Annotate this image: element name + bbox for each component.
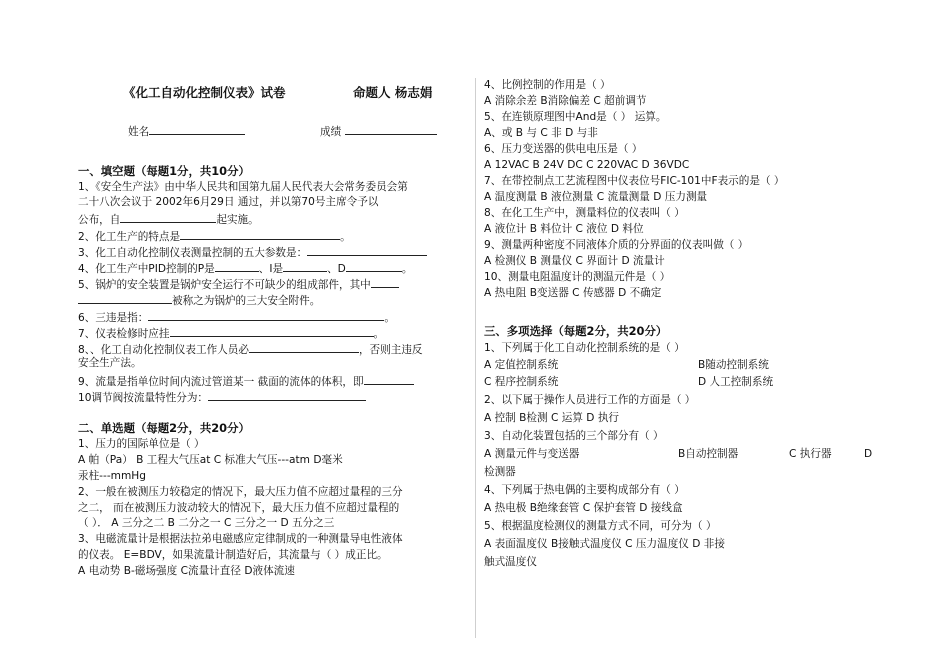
question-options: 触式温度仪 — [484, 556, 537, 568]
question-options: A 液位计 B 料位计 C 液位 D 料位 — [484, 223, 644, 235]
question-options: C 执行器 — [789, 448, 832, 460]
question-options: A 热电阻 B变送器 C 传感器 D 不确定 — [484, 287, 662, 299]
question-options: B自动控制器 — [678, 448, 739, 460]
answer-blank[interactable] — [180, 228, 340, 240]
question-text: 3、电磁流量计是根据法拉弟电磁感应定律制成的一种测量导电性液体 — [78, 533, 403, 545]
answer-blank[interactable] — [371, 276, 399, 288]
question-text: 6、三违是指： 。 — [78, 309, 395, 325]
answer-blank[interactable] — [78, 292, 172, 304]
question-options: A、或 B 与 C 非 D 与非 — [484, 127, 598, 139]
question-text: 被称之为锅炉的三大安全附件。 — [78, 292, 320, 308]
question-options: A 热电极 B绝缘套管 C 保护套管 D 接线盒 — [484, 502, 683, 514]
question-options: 汞柱---mmHg — [78, 470, 146, 482]
answer-blank[interactable] — [215, 260, 259, 272]
question-options: 检测器 — [484, 466, 516, 478]
question-text: 9、测量两种密度不同液体介质的分界面的仪表叫做（ ） — [484, 239, 749, 251]
section-heading-fill-in: 一、填空题（每题1分，共10分） — [78, 164, 250, 178]
question-text: 3、自动化装置包括的三个部分有（ ） — [484, 430, 664, 442]
question-text: 7、仪表检修时应挂 。 — [78, 325, 384, 341]
section-heading-multiple-choice: 三、多项选择（每题2分，共20分） — [484, 324, 668, 338]
question-text: 7、在带控制点工艺流程图中仪表位号FIC-101中F表示的是（ ） — [484, 175, 785, 187]
question-text: 5、锅炉的安全装置是锅炉安全运行不可缺少的组成部件，其中 — [78, 276, 399, 292]
question-options: B随动控制系统 — [698, 359, 769, 371]
answer-blank[interactable] — [148, 309, 384, 321]
question-text: 的仪表。 E=BDV，如果流量计制造好后，其流量与（ ）成正比。 — [78, 549, 388, 561]
answer-blank[interactable] — [364, 373, 414, 385]
answer-blank[interactable] — [249, 341, 359, 353]
score-label: 成绩 — [320, 126, 342, 138]
question-options: A 表面温度仪 B接触式温度仪 C 压力温度仪 D 非接 — [484, 538, 725, 550]
question-text: 公布，自 起实施。 — [78, 211, 259, 227]
score-row — [320, 123, 437, 139]
question-options: A 定值控制系统 — [484, 359, 559, 371]
section-heading-single-choice: 二、单选题（每题2分，共20分） — [78, 421, 250, 435]
name-label: 姓名 — [128, 126, 150, 138]
question-options: A 测量元件与变送器 — [484, 448, 580, 460]
name-field[interactable] — [149, 123, 245, 135]
question-text: 6、压力变送器的供电电压是（ ） — [484, 143, 643, 155]
question-text: 2、一般在被测压力较稳定的情况下，最大压力值不应超过量程的三分 — [78, 486, 403, 498]
score-field[interactable] — [345, 123, 437, 135]
question-text: 4、比例控制的作用是（ ） — [484, 79, 611, 91]
answer-blank[interactable] — [283, 260, 327, 272]
answer-blank[interactable] — [346, 260, 402, 272]
question-options: C 程序控制系统 — [484, 376, 559, 388]
answer-blank[interactable] — [307, 244, 427, 256]
question-options: A 检测仪 B 测量仪 C 界面计 D 流量计 — [484, 255, 665, 267]
answer-blank[interactable] — [120, 211, 216, 223]
question-options: D — [864, 448, 873, 460]
question-text: 二十八次会议于 2002年6月29日 通过，并以第70号主席令予以 — [78, 196, 379, 208]
question-text: 1、下列属于化工自动化控制系统的是（ ） — [484, 342, 685, 354]
answer-blank[interactable] — [170, 325, 374, 337]
author-label: 命题人 杨志娟 — [353, 85, 433, 100]
question-text: 1、《安全生产法》由中华人民共和国第九届人民代表大会常务委员会第 — [78, 181, 408, 193]
question-options: A 温度测量 B 液位测量 C 流量测量 D 压力测量 — [484, 191, 708, 203]
question-options: （ ）． A 三分之二 B 二分之一 C 三分之一 D 五分之三 — [78, 517, 335, 529]
question-text: 4、下列属于热电偶的主要构成部分有（ ） — [484, 484, 685, 496]
exam-title: 《化工自动化控制仪表》试卷 — [123, 85, 286, 100]
question-text: 8、、化工自动化控制仪表工作人员必 ，否则主违反 — [78, 341, 423, 357]
question-options: D 人工控制系统 — [698, 376, 774, 388]
question-options: A 控制 B检测 C 运算 D 执行 — [484, 412, 620, 424]
question-text: 4、化工生产中PID控制的P是 、I是 、D 。 — [78, 260, 412, 276]
question-text: 2、化工生产的特点是 。 — [78, 228, 351, 244]
question-text: 5、在连锁原理图中And是（ ） 运算。 — [484, 111, 667, 123]
question-text: 3、化工自动化控制仪表测量控制的五大参数是： — [78, 244, 427, 260]
question-options: A 12VAC B 24V DC C 220VAC D 36VDC — [484, 159, 690, 171]
question-text: 5、根据温度检测仪的测量方式不同，可分为（ ） — [484, 520, 717, 532]
question-text: 2、以下属于操作人员进行工作的方面是（ ） — [484, 394, 696, 406]
question-text: 10调节阀按流量特性分为： — [78, 389, 366, 405]
question-text: 10、测量电阻温度计的测温元件是（ ） — [484, 271, 671, 283]
question-text: 1、压力的国际单位是（ ） — [78, 438, 205, 450]
question-text: 9、流量是指单位时间内流过管道某一 截面的流体的体积，即 — [78, 373, 414, 389]
question-options: A 电动势 B-磁场强度 C流量计直径 D液体流速 — [78, 565, 295, 577]
answer-blank[interactable] — [208, 389, 366, 401]
name-row — [128, 123, 245, 139]
question-text: 8、在化工生产中，测量料位的仪表叫（ ） — [484, 207, 685, 219]
column-divider — [475, 78, 476, 638]
question-options: A 消除余差 B消除偏差 C 超前调节 — [484, 95, 647, 107]
question-text: 之二， 而在被测压力波动较大的情况下，最大压力值不应超过量程的 — [78, 502, 400, 514]
question-options: A 帕（Pa） B 工程大气压at C 标准大气压---atm D毫米 — [78, 454, 343, 466]
question-text: 安全生产法。 — [78, 357, 142, 369]
